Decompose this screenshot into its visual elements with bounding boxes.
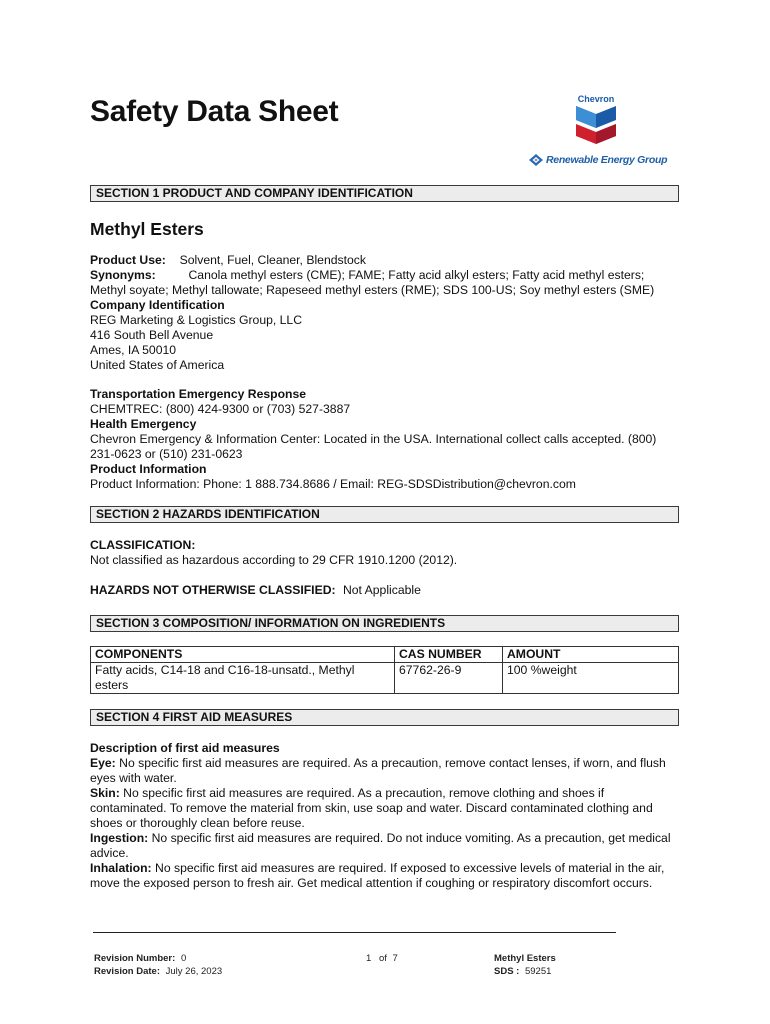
column-header-amount: AMOUNT xyxy=(503,647,679,663)
ingestion-text: No specific first aid measures are required. Do not induce vomiting. As a precaution, get medical advice. xyxy=(90,831,671,860)
product-use-row xyxy=(90,253,680,268)
reg-wordmark: Renewable Energy Group xyxy=(546,153,668,166)
emergency-contacts xyxy=(90,387,680,492)
section-4-header: SECTION 4 FIRST AID MEASURES xyxy=(90,709,679,726)
column-header-components: COMPONENTS xyxy=(91,647,395,663)
hnoc-value: Not Applicable xyxy=(342,583,421,597)
company-street: 416 South Bell Avenue xyxy=(90,328,214,342)
footer-product-name: Methyl Esters xyxy=(494,953,556,964)
footer-page-number xyxy=(366,952,398,965)
synonyms-row xyxy=(90,268,680,283)
eye-text: No specific first aid measures are required. As a precaution, remove contact lenses, if worn, and flush eyes with water. xyxy=(90,756,666,785)
company-name: REG Marketing & Logistics Group, LLC xyxy=(90,313,303,327)
health-emergency-line2: 231-0623 or (510) 231-0623 xyxy=(90,447,243,461)
product-name: Methyl Esters xyxy=(90,219,204,239)
eye-label: Eye: xyxy=(90,756,116,770)
page-current: 1 xyxy=(366,953,372,964)
hnoc-row xyxy=(90,583,680,598)
health-emergency-line1: Chevron Emergency & Information Center: Located in the USA. International collect calls accepted. (800) xyxy=(90,432,657,446)
inhalation-label: Inhalation: xyxy=(90,861,152,875)
revision-number-label: Revision Number: xyxy=(94,953,176,964)
inhalation-text: No specific first aid measures are required. If exposed to excessive levels of material in the air, move the exposed person to fresh air. Get medical attention if coughing or respiratory discomfort occurs. xyxy=(90,861,665,890)
table-header-row xyxy=(91,647,679,663)
classification-value: Not classified as hazardous according to 29 CFR 1910.1200 (2012). xyxy=(90,553,458,567)
footer-divider xyxy=(93,932,616,933)
footer-product xyxy=(494,952,556,978)
synonyms-label: Synonyms: xyxy=(90,268,156,282)
health-emergency-label: Health Emergency xyxy=(90,417,197,431)
section-2-header: SECTION 2 HAZARDS IDENTIFICATION xyxy=(90,506,679,523)
company-country: United States of America xyxy=(90,358,225,372)
transport-emergency-value: CHEMTREC: (800) 424-9300 or (703) 527-3887 xyxy=(90,402,351,416)
first-aid-eye xyxy=(90,756,672,786)
section-4-body xyxy=(90,741,672,891)
reg-diamond-icon xyxy=(529,154,543,166)
product-use-value: Solvent, Fuel, Cleaner, Blendstock xyxy=(179,253,366,267)
synonyms-value-line2: Methyl soyate; Methyl tallowate; Rapeseed methyl esters (RME); SDS 100-US; Soy methyl esters (SME) xyxy=(90,283,655,297)
sds-label: SDS : xyxy=(494,966,520,977)
classification-label: CLASSIFICATION: xyxy=(90,538,196,552)
amount-cell: 100 %weight xyxy=(503,663,679,694)
first-aid-inhalation xyxy=(90,861,672,891)
company-city: Ames, IA 50010 xyxy=(90,343,177,357)
cas-number-cell: 67762-26-9 xyxy=(395,663,503,694)
section-1-header: SECTION 1 PRODUCT AND COMPANY IDENTIFICATION xyxy=(90,185,679,202)
revision-number-value: 0 xyxy=(180,953,187,964)
section-1-body xyxy=(90,253,680,373)
sds-value: 59251 xyxy=(524,966,552,977)
chevron-logo xyxy=(566,94,626,144)
product-information-value: Product Information: Phone: 1 888.734.8686 / Email: REG-SDSDistribution@chevron.com xyxy=(90,477,576,491)
revision-date-value: July 26, 2023 xyxy=(165,966,223,977)
company-identification-label: Company Identification xyxy=(90,298,225,312)
page-total: 7 xyxy=(392,953,398,964)
first-aid-ingestion xyxy=(90,831,672,861)
section-3-header: SECTION 3 COMPOSITION/ INFORMATION ON INGREDIENTS xyxy=(90,615,679,632)
skin-label: Skin: xyxy=(90,786,120,800)
product-information-label: Product Information xyxy=(90,462,207,476)
revision-date-row xyxy=(94,965,222,978)
skin-text: No specific first aid measures are required. As a precaution, remove clothing and shoes if contaminated. To remove the material from skin, use soap and water. Discard contaminated clothing and shoes or thoroughly clean before reuse. xyxy=(90,786,653,830)
table-row xyxy=(91,663,679,694)
ingestion-label: Ingestion: xyxy=(90,831,149,845)
revision-date-label: Revision Date: xyxy=(94,966,160,977)
chevron-emblem-icon xyxy=(566,104,626,144)
page-of: of xyxy=(378,953,387,964)
revision-number-row xyxy=(94,952,222,965)
first-aid-skin xyxy=(90,786,672,831)
reg-logo xyxy=(529,152,669,168)
column-header-cas-number: CAS NUMBER xyxy=(395,647,503,663)
document-title: Safety Data Sheet xyxy=(90,95,339,128)
chevron-wordmark: Chevron xyxy=(577,94,615,104)
components-table xyxy=(90,646,679,694)
section-2-body xyxy=(90,538,680,598)
first-aid-description-label: Description of first aid measures xyxy=(90,741,280,755)
product-use-label: Product Use: xyxy=(90,253,166,267)
hnoc-label: HAZARDS NOT OTHERWISE CLASSIFIED: xyxy=(90,583,336,597)
sds-number-row xyxy=(494,965,556,978)
synonyms-value-line1: Canola methyl esters (CME); FAME; Fatty acid alkyl esters; Fatty acid methyl esters; xyxy=(188,268,645,282)
component-cell: Fatty acids, C14-18 and C16-18-unsatd., Methyl esters xyxy=(91,663,395,694)
transport-emergency-label: Transportation Emergency Response xyxy=(90,387,307,401)
footer-revision xyxy=(94,952,222,978)
